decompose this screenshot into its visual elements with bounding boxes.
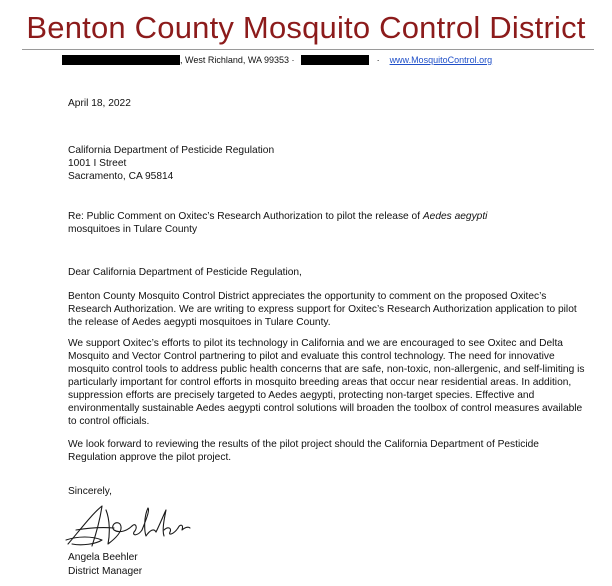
subject-species: Aedes aegypti: [422, 211, 488, 222]
subject-prefix: Re: Public Comment on Oxitec’s Research Authorization to pilot the release of: [68, 211, 423, 222]
subject-line-2: mosquitoes in Tulare County: [68, 224, 198, 235]
address-separator: ·: [376, 55, 380, 65]
recipient-line: 1001 I Street: [68, 158, 127, 169]
body-paragraph: We look forward to reviewing the results of the pilot project should the California Department of Pesticide Regulation approve the pilot project.: [68, 439, 539, 463]
letterhead-title: Benton County Mosquito Control District: [26, 10, 586, 45]
handwritten-signature: [62, 500, 202, 552]
redacted-phone: [301, 55, 369, 65]
salutation: Dear California Department of Pesticide Regulation,: [68, 267, 302, 278]
recipient-line: California Department of Pesticide Regulation: [68, 145, 275, 156]
body-paragraph: Benton County Mosquito Control District appreciates the opportunity to comment on the proposed Oxitec’s Research Authorization. We are writing to express support for Oxitec’s Research Authorization application to pilot the release of Aedes aegypti mosquitoes in Tulare County.: [68, 291, 577, 328]
body-paragraph: We support Oxitec’s efforts to pilot its technology in California and we are encouraged to see Oxitec and Delta Mosquito and Vector Control partnering to pilot and evaluate this control technology. The need for innovative mosquito control tools to address public health concerns that are safe, non-toxic, non-allergenic, and self-limiting is particularly important for control efforts in mosquito breeding areas that occur near residential areas. In addition, suppression efforts are precisely targeted to Aedes aegypti, protecting non-target species. Effective and environmentally sustainable Aedes aegypti control solutions will broaden the toolbox of control measures available to control officials.: [68, 338, 585, 427]
recipient-line: Sacramento, CA 95814: [68, 171, 174, 182]
letterhead-divider: [22, 49, 594, 50]
signer-title: District Manager: [68, 566, 143, 577]
closing: Sincerely,: [68, 486, 112, 497]
redacted-street-address: [62, 55, 180, 65]
address-city: , West Richland, WA 99353 ·: [180, 55, 295, 65]
letterhead-address-line: [62, 54, 492, 66]
letter-date: April 18, 2022: [68, 98, 131, 109]
signer-name: Angela Beehler: [68, 552, 138, 563]
subject-line-1: [68, 210, 588, 223]
subject-line: [68, 210, 588, 236]
website-link[interactable]: www.MosquitoControl.org: [389, 55, 493, 65]
recipient-address: [68, 144, 588, 183]
